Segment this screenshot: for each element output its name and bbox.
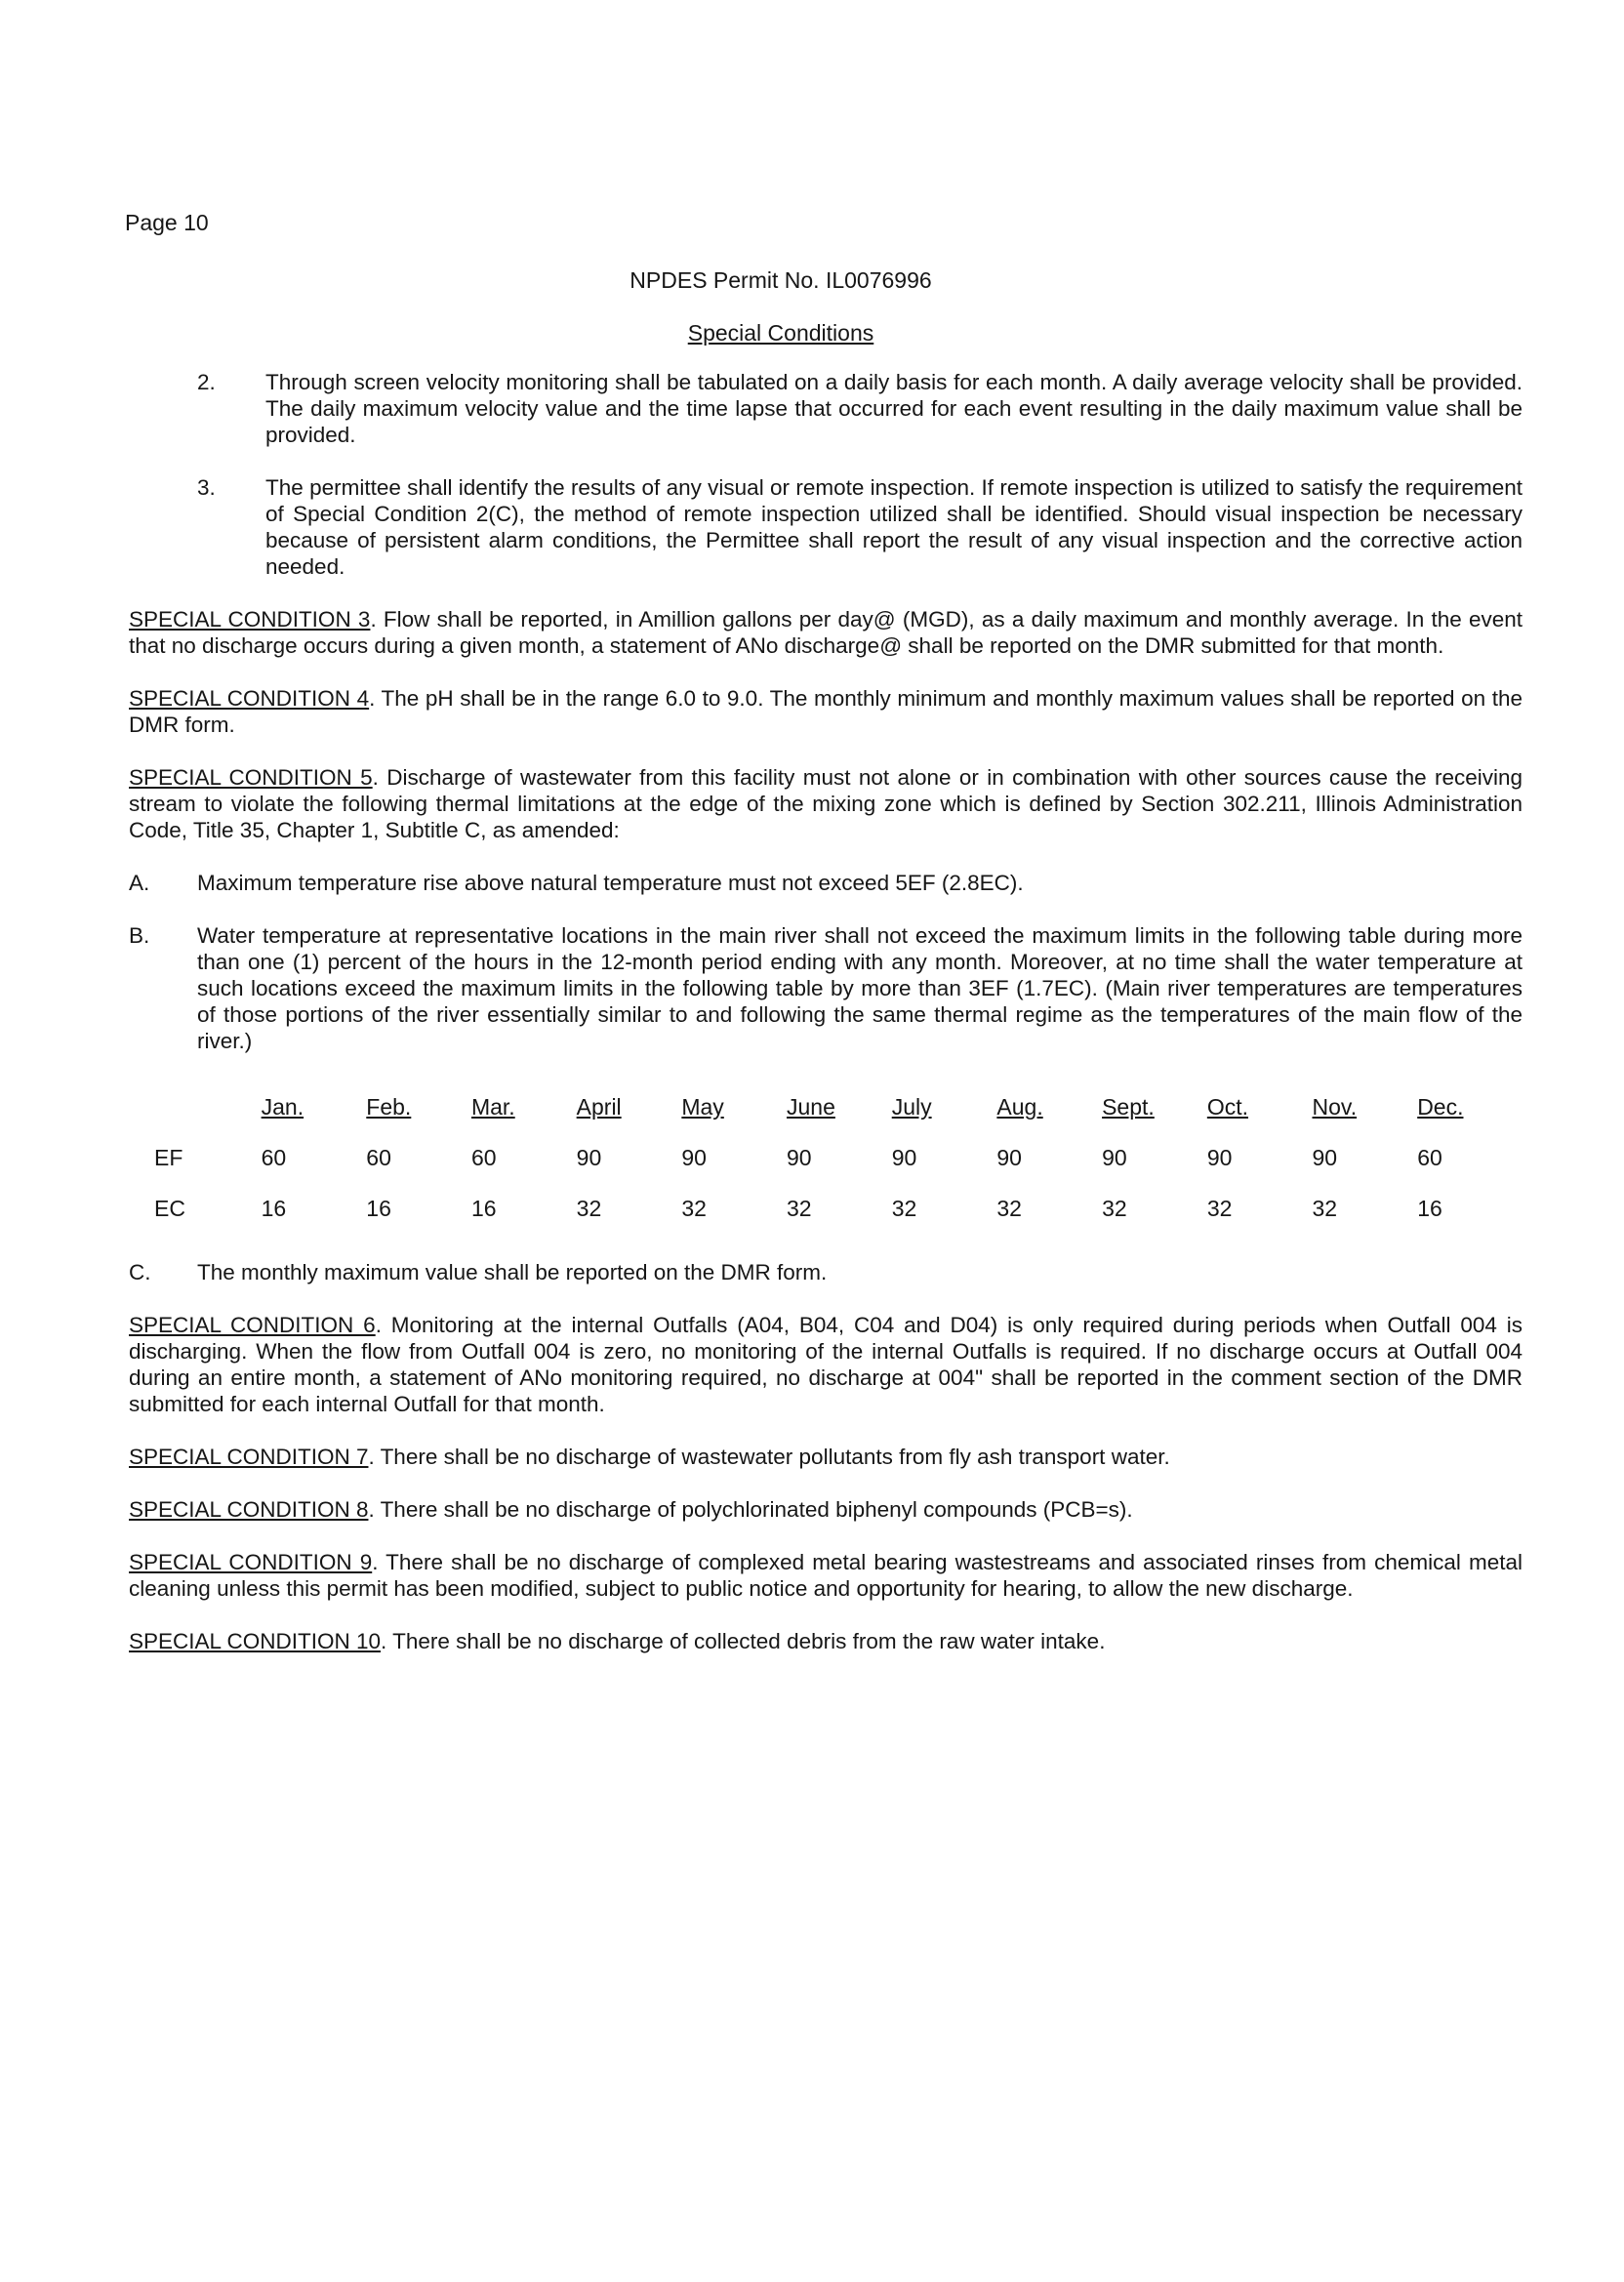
- condition-heading: SPECIAL CONDITION 4: [129, 686, 370, 711]
- item-number: 2.: [197, 370, 216, 394]
- special-condition-7: [129, 1444, 1522, 1470]
- table-cell: 90: [1312, 1144, 1338, 1170]
- table-cell: 16: [261, 1195, 287, 1221]
- month-header: May: [681, 1093, 724, 1120]
- condition-text: . There shall be no discharge of complexed metal bearing wastestreams and associated rinses from chemical metal cleaning unless this permit has been modified, subject to public notice and opportunity for hearing, to allow the new discharge.: [129, 1550, 1523, 1601]
- table-header-row: [139, 1081, 1522, 1132]
- condition-text: . Monitoring at the internal Outfalls (A04, B04, C04 and D04) is only required during periods when Outfall 004 is discharging. When the flow from Outfall 004 is zero, no monitoring of the internal Outfalls is required. If no discharge occurs at Outfall 004 during an entire month, a statement of ANo monitoring required, no discharge at 004" shall be reported in the comment section of the DMR submitted for each internal Outfall for that month.: [129, 1313, 1522, 1416]
- table-cell: 32: [1206, 1195, 1233, 1221]
- table-cell: 32: [1102, 1195, 1127, 1221]
- condition-text: . There shall be no discharge of wastewater pollutants from fly ash transport water.: [368, 1445, 1170, 1469]
- table-cell: 90: [681, 1144, 707, 1170]
- numbered-item: [129, 474, 1522, 580]
- special-condition-6: [129, 1312, 1522, 1417]
- item-letter: B.: [129, 923, 150, 948]
- item-text: The monthly maximum value shall be reported on the DMR form.: [197, 1260, 828, 1284]
- table-cell: 16: [470, 1195, 497, 1221]
- condition-heading: SPECIAL CONDITION 10: [129, 1629, 381, 1653]
- condition-heading: SPECIAL CONDITION 8: [129, 1497, 369, 1522]
- table-cell: 32: [1312, 1195, 1338, 1221]
- month-header: Jan.: [261, 1093, 304, 1120]
- table-cell: 90: [1102, 1144, 1127, 1170]
- item-text: Through screen velocity monitoring shall be tabulated on a daily basis for each month. A daily average velocity shall be provided. The daily maximum velocity value and the time lapse that occurred for each event resulting in the daily maximum value shall be provided.: [265, 370, 1522, 447]
- table-row: [139, 1183, 1522, 1234]
- table-cell: 90: [996, 1144, 1022, 1170]
- special-condition-5: [129, 764, 1522, 843]
- table-cell: 32: [576, 1195, 602, 1221]
- item-text: The permittee shall identify the results of any visual or remote inspection. If remote inspection is utilized to satisfy the requirement of Special Condition 2(C), the method of remote inspection utilized shall be identified. Should visual inspection be necessary because of persistent alarm conditions, the Permittee shall report the result of any visual inspection and the corrective action needed.: [265, 475, 1522, 579]
- condition-heading: SPECIAL CONDITION 6: [129, 1313, 376, 1337]
- month-header: Feb.: [366, 1093, 412, 1120]
- table-cell: 90: [891, 1144, 917, 1170]
- special-condition-8: [129, 1496, 1522, 1523]
- numbered-item: [129, 369, 1522, 448]
- month-header: April: [576, 1093, 622, 1120]
- month-header: Mar.: [470, 1093, 515, 1120]
- special-condition-9: [129, 1549, 1522, 1602]
- special-condition-4: [129, 685, 1522, 738]
- table-cell: 60: [470, 1144, 497, 1170]
- row-label: EF: [154, 1144, 183, 1170]
- month-header: Nov.: [1312, 1093, 1358, 1120]
- permit-number: NPDES Permit No. IL0076996: [629, 267, 932, 293]
- item-text: Water temperature at representative locations in the main river shall not exceed the maximum limits in the following table during more than one (1) percent of the hours in the 12-month period ending with any month. Moreover, at no time shall the water temperature at such locations exceed the maximum limits in the following table by more than 3EF (1.7EC). (Main river temperatures are temperatures of those portions of the river essentially similar to and following the same thermal regime as the temperatures of the main flow of the river.): [197, 923, 1522, 1053]
- condition-text: . The pH shall be in the range 6.0 to 9.0. The monthly minimum and monthly maximum values shall be reported on the DMR form.: [129, 686, 1523, 737]
- month-header: June: [787, 1093, 835, 1120]
- special-condition-10: [129, 1628, 1522, 1654]
- condition-text: . There shall be no discharge of collected debris from the raw water intake.: [380, 1629, 1106, 1653]
- temperature-limits-table: [139, 1081, 1522, 1234]
- item-text: Maximum temperature rise above natural temperature must not exceed 5EF (2.8EC).: [197, 871, 1024, 895]
- table-cell: 90: [1206, 1144, 1233, 1170]
- condition-heading: SPECIAL CONDITION 7: [129, 1445, 369, 1469]
- table-cell: 60: [1417, 1144, 1442, 1170]
- lettered-item-b: [129, 922, 1522, 1054]
- month-header: July: [891, 1093, 932, 1120]
- condition-heading: SPECIAL CONDITION 3: [129, 607, 371, 632]
- table-cell: 60: [366, 1144, 391, 1170]
- month-header: Dec.: [1417, 1093, 1464, 1120]
- table-cell: 32: [996, 1195, 1022, 1221]
- item-letter: C.: [129, 1260, 151, 1284]
- condition-text: . There shall be no discharge of polychlorinated biphenyl compounds (PCB=s).: [368, 1497, 1133, 1522]
- document-body: [129, 369, 1522, 1681]
- page-number: Page 10: [125, 210, 209, 235]
- table-cell: 16: [366, 1195, 391, 1221]
- condition-text: . Flow shall be reported, in Amillion gallons per day@ (MGD), as a daily maximum and monthly average. In the event that no discharge occurs during a given month, a statement of ANo discharge@ shall be reported on the DMR submitted for that month.: [129, 607, 1522, 658]
- section-title: Special Conditions: [687, 320, 874, 346]
- condition-heading: SPECIAL CONDITION 5: [129, 765, 373, 790]
- item-number: 3.: [197, 475, 216, 500]
- table-row: [139, 1132, 1522, 1183]
- special-condition-3: [129, 606, 1522, 659]
- table-cell: 90: [787, 1144, 812, 1170]
- lettered-item-a: [129, 870, 1522, 896]
- table-cell: 32: [681, 1195, 707, 1221]
- month-header: Aug.: [996, 1093, 1043, 1120]
- item-letter: A.: [129, 871, 150, 895]
- condition-heading: SPECIAL CONDITION 9: [129, 1550, 373, 1574]
- table-cell: 32: [787, 1195, 812, 1221]
- table-cell: 60: [261, 1144, 287, 1170]
- table-cell: 32: [891, 1195, 917, 1221]
- table-cell: 90: [576, 1144, 602, 1170]
- table-cell: 16: [1417, 1195, 1442, 1221]
- month-header: Sept.: [1102, 1093, 1155, 1120]
- condition-text: . Discharge of wastewater from this facility must not alone or in combination with other sources cause the receiving stream to violate the following thermal limitations at the edge of the mixing zone which is defined by Section 302.211, Illinois Administration Code, Title 35, Chapter 1, Subtitle C, as amended:: [129, 765, 1522, 842]
- lettered-item-c: [129, 1259, 1522, 1285]
- row-label: EC: [154, 1195, 185, 1221]
- month-header: Oct.: [1206, 1093, 1248, 1120]
